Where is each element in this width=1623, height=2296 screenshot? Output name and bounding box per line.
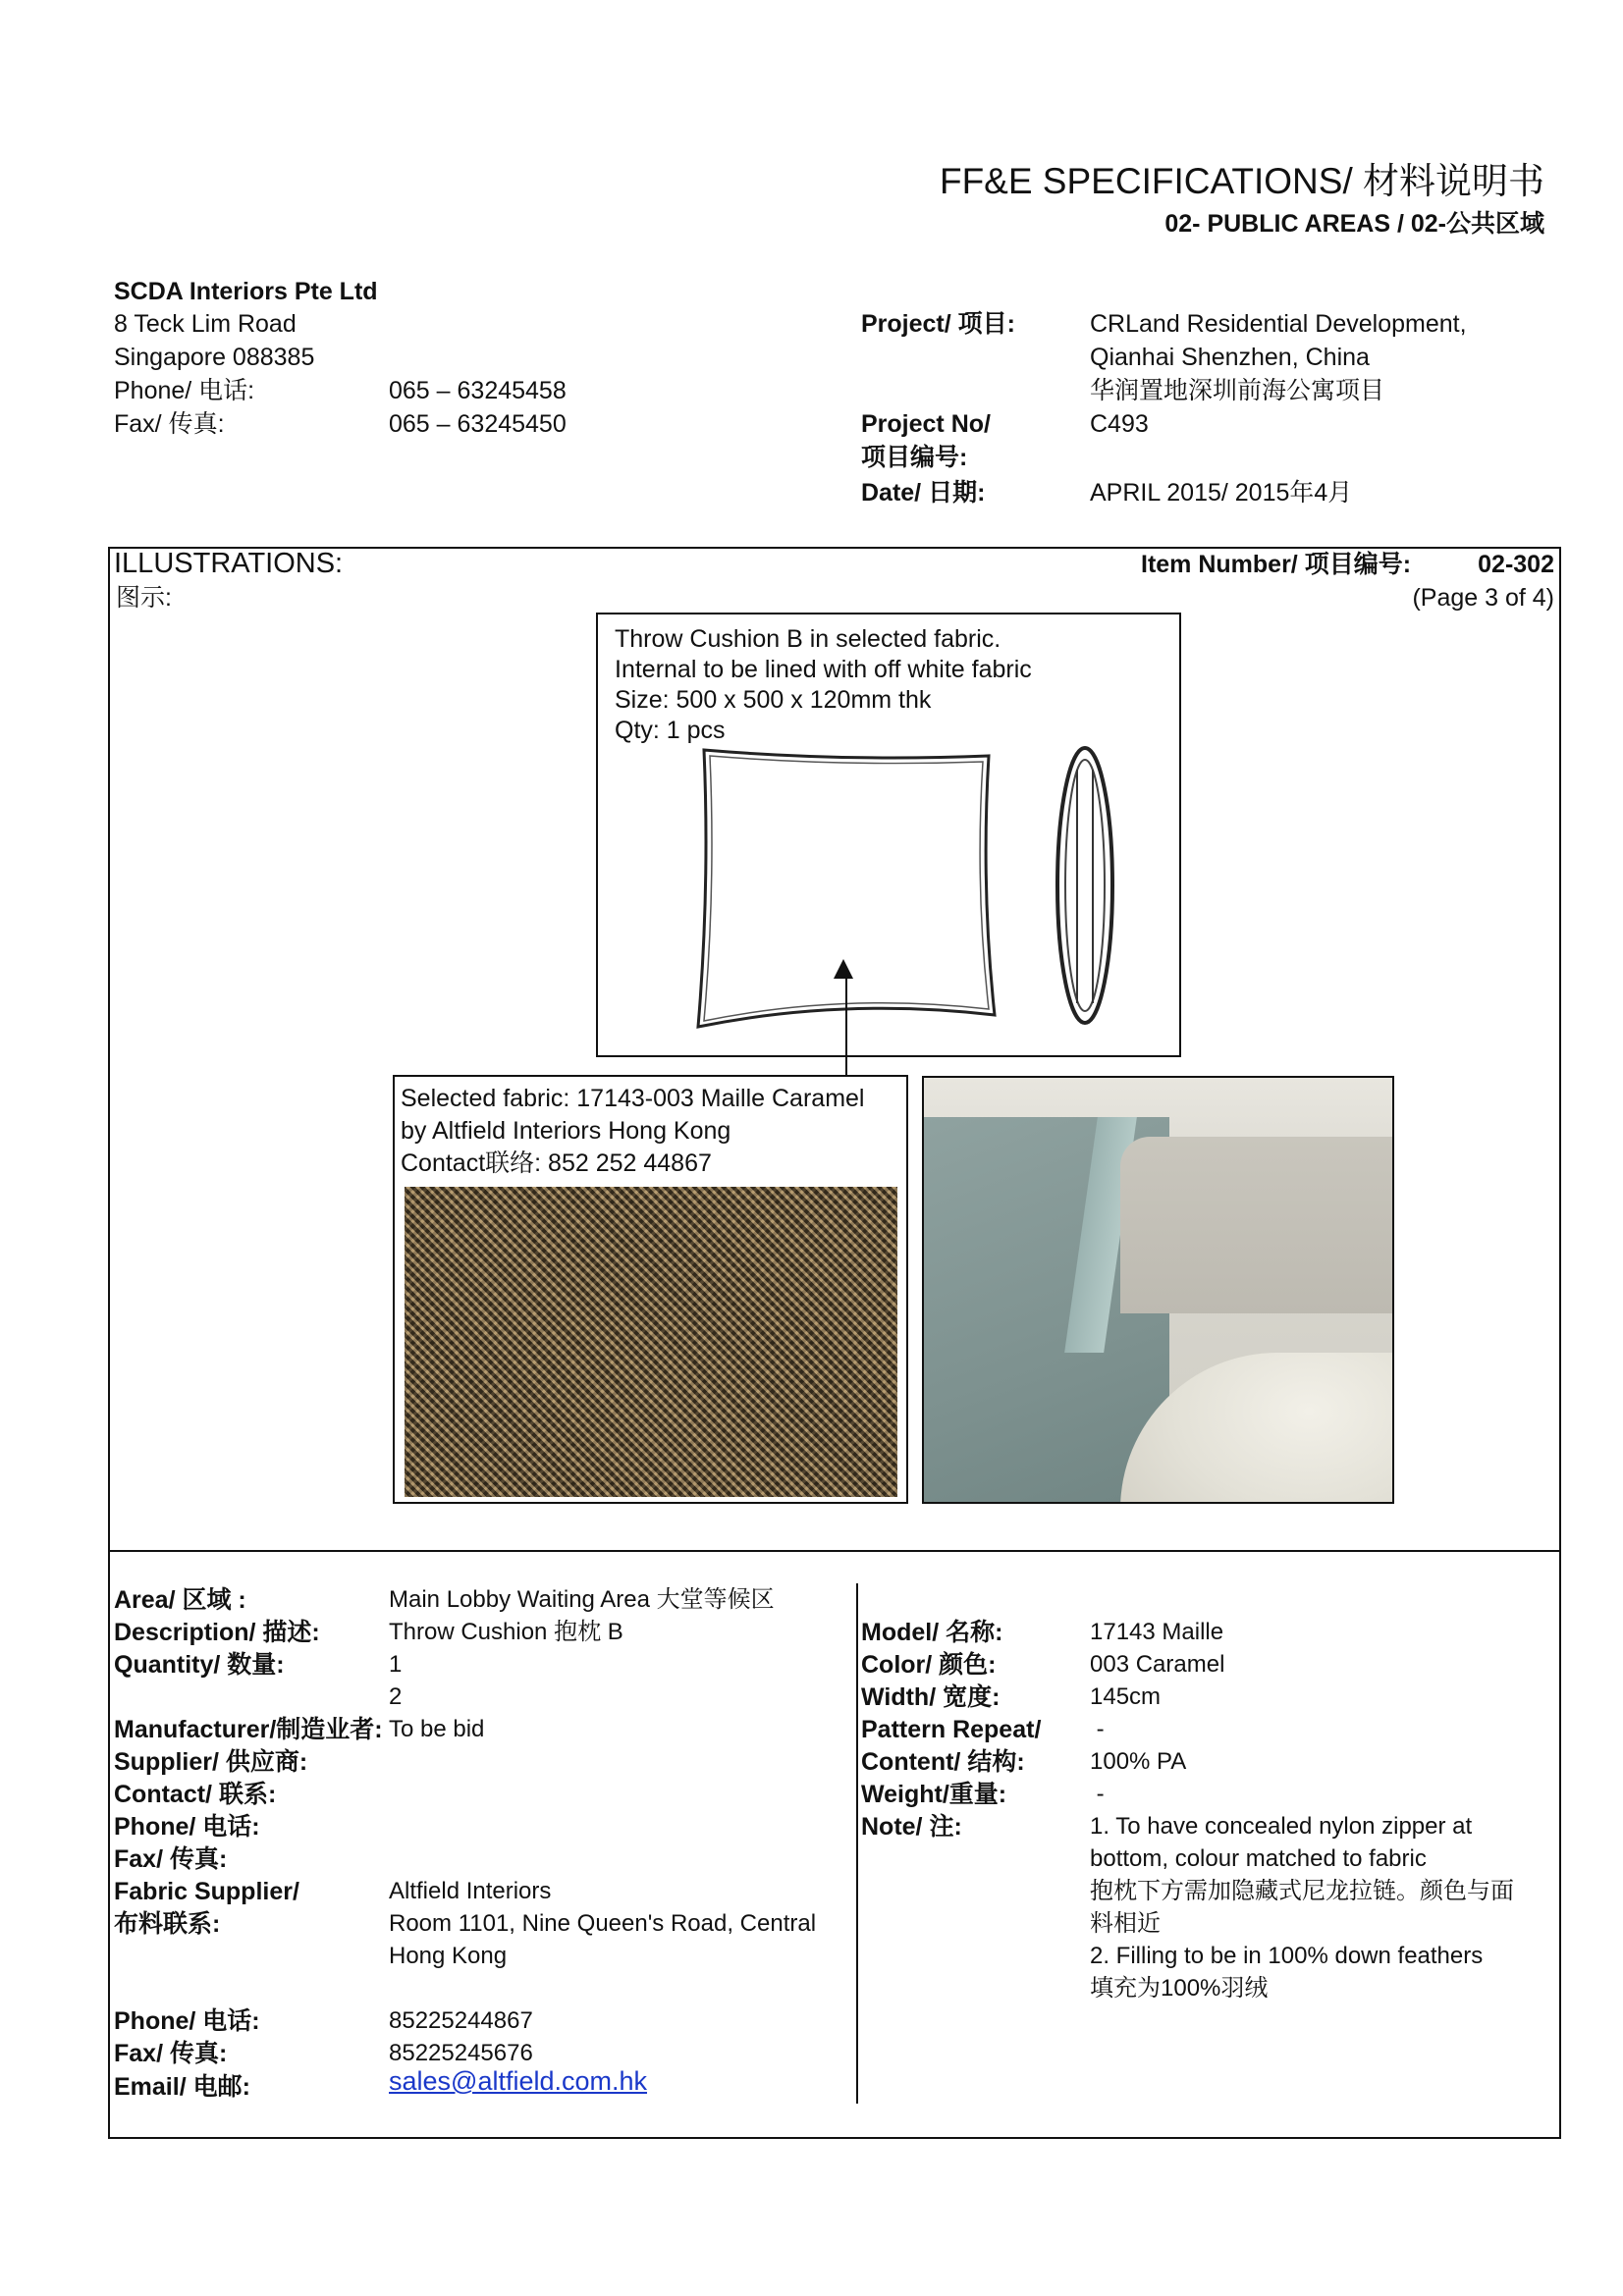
supplier-label: Supplier/ 供应商: (114, 1748, 308, 1776)
project-label: Project/ 项目: (861, 310, 1015, 338)
pattern-repeat-value: - (1090, 1716, 1105, 1742)
project-line1: CRLand Residential Development, (1090, 310, 1467, 338)
description-label: Description/ 描述: (114, 1619, 320, 1646)
email-link[interactable]: sales@altfield.com.hk (389, 2066, 648, 2096)
area-label: Area/ 区域 : (114, 1586, 246, 1614)
drawing-note-line2: Internal to be lined with off white fabric (615, 656, 1032, 683)
pattern-repeat-label: Pattern Repeat/ (861, 1716, 1042, 1743)
project-no-label: Project No/ (861, 410, 991, 438)
content-label: Content/ 结构: (861, 1748, 1025, 1776)
note-line3: 抱枕下方需加隐藏式尼龙拉链。颜色与面 (1090, 1878, 1514, 1904)
quantity-label: Quantity/ 数量: (114, 1651, 285, 1679)
model-value: 17143 Maille (1090, 1619, 1224, 1645)
drawing-note-line4: Qty: 1 pcs (615, 717, 726, 744)
drawing-note-line1: Throw Cushion B in selected fabric. (615, 625, 1001, 653)
fabric-box (393, 1075, 908, 1504)
note-line2: bottom, colour matched to fabric (1090, 1845, 1427, 1872)
fabric-swatch-image (405, 1187, 897, 1497)
fax-label: Fax/ 传真: (114, 1845, 228, 1873)
fabric-fax: 85225245676 (389, 2040, 533, 2066)
company-phone-label: Phone/ 电话: (114, 377, 255, 404)
date-label: Date/ 日期: (861, 479, 986, 507)
fabric-contact-label: 布料联系: (114, 1910, 221, 1938)
document-subtitle: 02- PUBLIC AREAS / 02-公共区域 (1164, 210, 1544, 238)
project-line3: 华润置地深圳前海公寓项目 (1090, 377, 1385, 404)
quantity-value-2: 2 (389, 1683, 403, 1710)
drawing-note-line3: Size: 500 x 500 x 120mm thk (615, 686, 932, 714)
fabric-phone-label: Phone/ 电话: (114, 2007, 260, 2035)
cushion-drawing-box (596, 613, 1181, 1057)
weight-value: - (1090, 1781, 1105, 1807)
document-title: FF&E SPECIFICATIONS/ 材料说明书 (939, 161, 1544, 201)
fabric-supplier-city: Hong Kong (389, 1943, 508, 1969)
callout-line (845, 970, 847, 1076)
company-fax: 065 – 63245450 (389, 410, 567, 438)
details-divider (856, 1583, 858, 2104)
quantity-value: 1 (389, 1651, 403, 1678)
item-number-label: Item Number/ 项目编号: (1141, 551, 1412, 578)
description-value: Throw Cushion 抱枕 B (389, 1619, 623, 1645)
company-address-line2: Singapore 088385 (114, 344, 315, 371)
fabric-supplier-label: Fabric Supplier/ (114, 1878, 299, 1905)
date-value: APRIL 2015/ 2015年4月 (1090, 479, 1353, 507)
project-no-label-cn: 项目编号: (861, 444, 968, 471)
company-phone: 065 – 63245458 (389, 377, 567, 404)
cushion-line-drawing (598, 740, 1179, 1054)
weight-label: Weight/重量: (861, 1781, 1007, 1808)
project-line2: Qianhai Shenzhen, China (1090, 344, 1370, 371)
model-label: Model/ 名称: (861, 1619, 1003, 1646)
color-value: 003 Caramel (1090, 1651, 1225, 1678)
project-no: C493 (1090, 410, 1149, 438)
phone-label: Phone/ 电话: (114, 1813, 260, 1841)
note-line6: 填充为100%羽绒 (1090, 1975, 1269, 2002)
note-label: Note/ 注: (861, 1813, 962, 1841)
company-address-line1: 8 Teck Lim Road (114, 310, 297, 338)
product-photo (922, 1076, 1394, 1504)
illustrations-label-cn: 图示: (116, 584, 172, 612)
note-line1: 1. To have concealed nylon zipper at (1090, 1813, 1473, 1840)
fabric-note-line2: by Altfield Interiors Hong Kong (401, 1117, 731, 1145)
width-value: 145cm (1090, 1683, 1162, 1710)
manufacturer-value: To be bid (389, 1716, 485, 1742)
item-number: 02-302 (1478, 551, 1554, 578)
fabric-supplier-address: Room 1101, Nine Queen's Road, Central (389, 1910, 817, 1937)
page-indicator: (Page 3 of 4) (1412, 584, 1554, 612)
manufacturer-label: Manufacturer/制造业者: (114, 1716, 383, 1743)
content-value: 100% PA (1090, 1748, 1187, 1775)
note-line5: 2. Filling to be in 100% down feathers (1090, 1943, 1484, 1969)
fabric-note-line1: Selected fabric: 17143-003 Maille Caramel (401, 1085, 865, 1112)
fabric-fax-label: Fax/ 传真: (114, 2040, 228, 2067)
color-label: Color/ 颜色: (861, 1651, 997, 1679)
fabric-supplier-name: Altfield Interiors (389, 1878, 552, 1904)
company-fax-label: Fax/ 传真: (114, 410, 225, 438)
note-line4: 料相近 (1090, 1910, 1161, 1937)
email-label: Email/ 电邮: (114, 2073, 250, 2101)
company-name: SCDA Interiors Pte Ltd (114, 278, 378, 305)
fabric-phone: 85225244867 (389, 2007, 533, 2034)
illustrations-label: ILLUSTRATIONS: (114, 548, 344, 579)
width-label: Width/ 宽度: (861, 1683, 1001, 1711)
fabric-note-line3: Contact联络: 852 252 44867 (401, 1149, 712, 1177)
area-value: Main Lobby Waiting Area 大堂等候区 (389, 1586, 775, 1613)
contact-label: Contact/ 联系: (114, 1781, 277, 1808)
